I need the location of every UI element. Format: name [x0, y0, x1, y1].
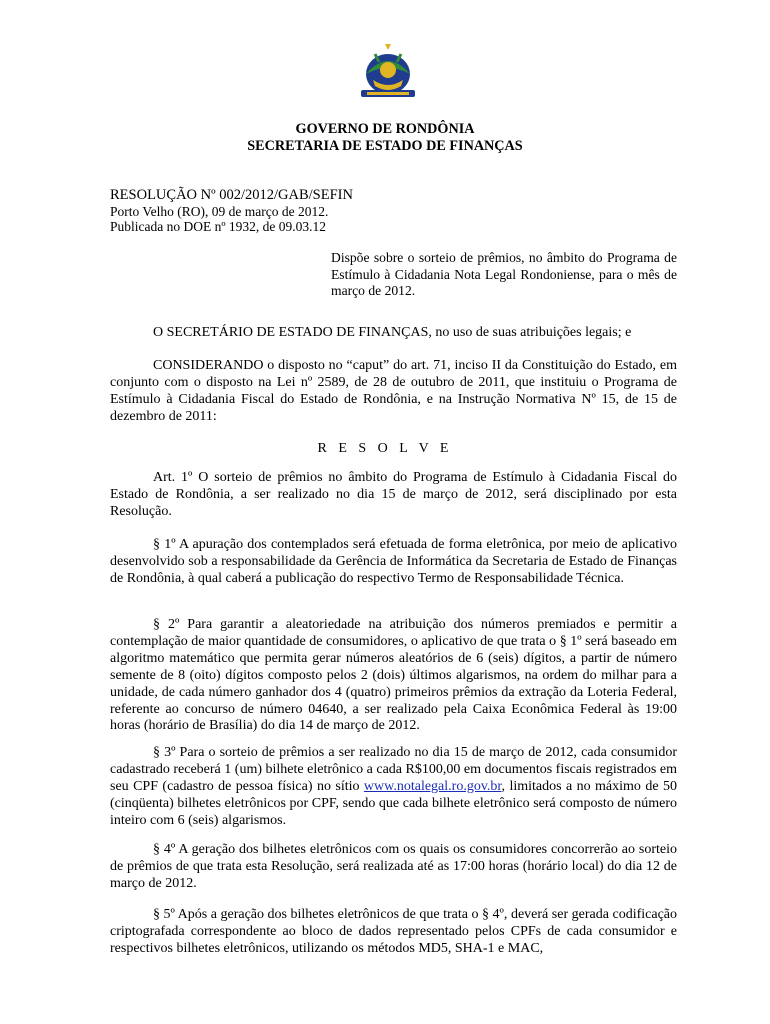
header-government: GOVERNO DE RONDÔNIA — [295, 121, 475, 137]
paragraph-2: § 2º Para garantir a aleatoriedade na atribuição dos números premiados e permitir a contemplação de maior quantidade de consumidores, o aplicativo de que trata o § 1º será baseado em algoritmo matemático que permita gerar números aleatórios de 6 (seis) dígitos, a partir de número semente de 8 (oito) dígitos composto pelos 2 (dois) últimos algarismos, na ordem do milhar para a unidade, de cada número ganhador dos 4 (quatro) primeiros prêmios da extração da Loteria Federal, referente ao concurso de número 04640, a ser realizado pela Caixa Econômica Federal às 19:00 horas (horário de Brasília) do dia 14 de março de 2012. — [110, 617, 677, 734]
considerando-paragraph: CONSIDERANDO o disposto no “caput” do art. 71, inciso II da Constituição do Estado, em conjunto com o disposto na Lei nº 2589, de 28 de outubro de 2011, que instituiu o Programa de Estímulo à Cidadania Fiscal do Estado de Rondônia, e na Instrução Normativa Nº 15, de 15 de dezembro de 2011: — [110, 358, 677, 424]
notalegal-link[interactable]: www.notalegal.ro.gov.br — [363, 778, 502, 794]
paragraph-4: § 4º A geração dos bilhetes eletrônicos com os quais os consumidores concorrerão ao sorteio de prêmios de que trata esta Resolução, será realizada até as 17:00 horas (horário local) do dia 12 de março de 2012. — [110, 842, 677, 891]
resolution-publication: Publicada no DOE nº 1932, de 09.03.12 — [110, 219, 327, 234]
resolution-title: RESOLUÇÃO Nº 002/2012/GAB/SEFIN — [110, 187, 353, 203]
rondonia-coat-of-arms-icon — [355, 40, 421, 106]
resolve-heading: R E S O L V E — [317, 441, 453, 456]
header-secretariat: SECRETARIA DE ESTADO DE FINANÇAS — [247, 138, 523, 154]
paragraph-3-text-end: , limitados a no máximo de 50 (cinqüenta) bilhetes eletrônicos por CPF, sendo que cada bilhete eletrônico será composto de número inteiro com 6 (seis) algarismos. — [110, 778, 677, 828]
ementa: Dispõe sobre o sorteio de prêmios, no âmbito do Programa de Estímulo à Cidadania Nota Legal Rondoniense, para o mês de março de 2012. — [331, 250, 677, 298]
opening-paragraph: O SECRETÁRIO DE ESTADO DE FINANÇAS, no uso de suas atribuições legais; e — [153, 325, 632, 340]
resolution-place-date: Porto Velho (RO), 09 de março de 2012. — [110, 204, 329, 219]
paragraph-5: § 5º Após a geração dos bilhetes eletrônicos de que trata o § 4º, deverá ser gerada codificação criptografada correspondente ao bloco de dados representado pelos CPFs de cada consumidor e respectivos bilhetes eletrônicos, utilizando os métodos MD5, SHA-1 e MAC, — [110, 907, 677, 956]
paragraph-1: § 1º A apuração dos contemplados será efetuada de forma eletrônica, por meio de aplicativo desenvolvido sob a responsabilidade da Gerência de Informática da Secretaria de Estado de Finanças de Rondônia, à qual caberá a publicação do respectivo Termo de Responsabilidade Técnica. — [110, 537, 677, 586]
paragraph-3-text-start: § 3º Para o sorteio de prêmios a ser realizado no dia 15 de março de 2012, cada consumidor cadastrado receberá 1 (um) bilhete eletrônico a cada R$100,00 em documentos fiscais registrados em seu CPF (cadastro de pessoa física) no sítio — [110, 745, 677, 794]
article-1: Art. 1º O sorteio de prêmios no âmbito do Programa de Estímulo à Cidadania Fiscal do Estado de Rondônia, a ser realizado no dia 15 de março de 2012, será disciplinado por esta Resolução. — [110, 470, 677, 519]
paragraph-3 — [110, 745, 677, 830]
